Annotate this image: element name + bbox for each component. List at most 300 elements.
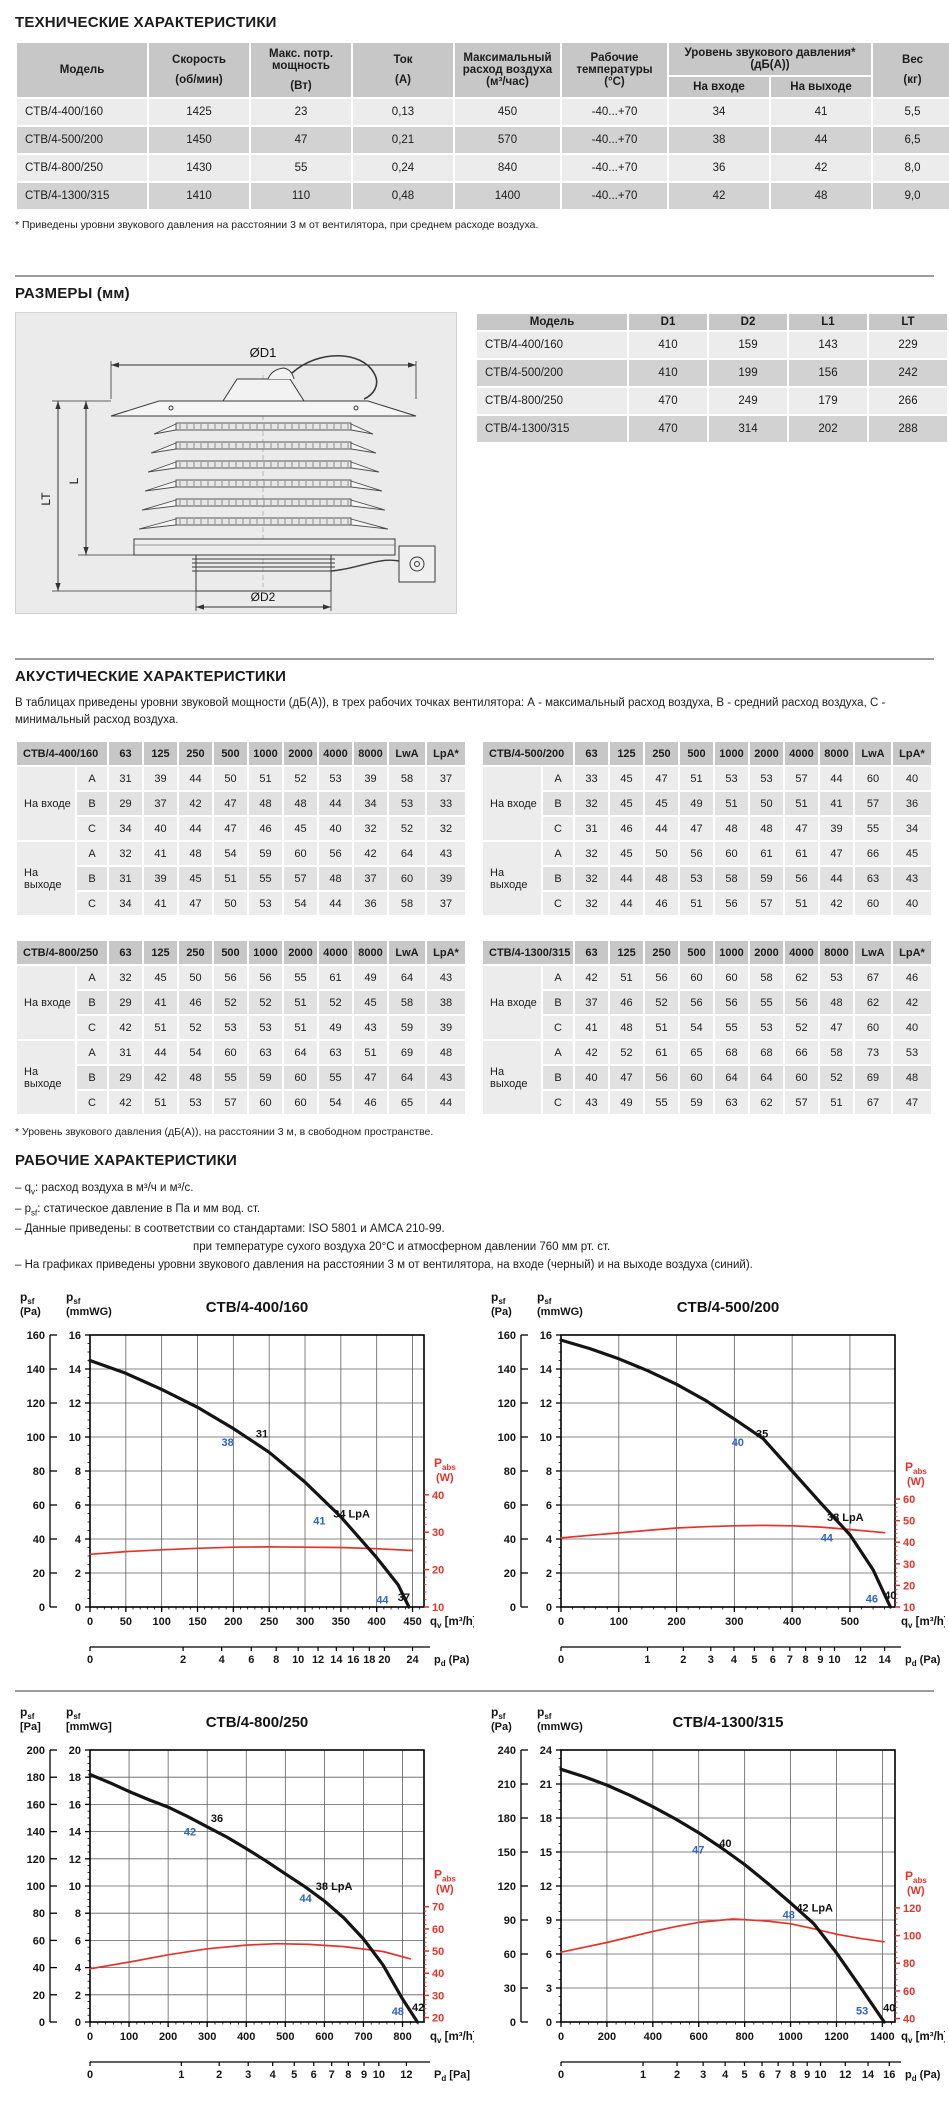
table-row — [17, 99, 949, 125]
table-cell: 288 — [869, 416, 947, 442]
table-cell: CTB/4-400/160 — [17, 99, 147, 125]
table-cell: 39 — [144, 867, 177, 890]
table-row — [477, 332, 947, 358]
table-cell: -40...+70 — [562, 99, 667, 125]
svg-text:20: 20 — [503, 1567, 516, 1580]
svg-text:12: 12 — [539, 1880, 552, 1893]
dim-label-d2: ØD2 — [250, 590, 276, 604]
svg-text:(mmWG): (mmWG) — [537, 1305, 583, 1318]
table-cell: 63 — [715, 1091, 748, 1114]
table-cell: 42 — [109, 1016, 142, 1039]
table-cell: 50 — [750, 792, 783, 815]
svg-text:4: 4 — [269, 2068, 276, 2081]
svg-text:60: 60 — [32, 1935, 45, 1948]
svg-text:24: 24 — [539, 1744, 552, 1757]
table-cell: 34 — [109, 817, 142, 840]
table-cell: 40 — [893, 892, 931, 915]
svg-text:200: 200 — [667, 1615, 686, 1628]
table-cell: 32 — [575, 892, 608, 915]
table-cell: 47 — [645, 767, 678, 790]
col-header: 250 — [179, 742, 212, 765]
svg-text:9: 9 — [545, 1914, 552, 1927]
svg-text:800: 800 — [393, 2030, 412, 2043]
svg-text:6: 6 — [545, 1499, 552, 1512]
svg-text:240: 240 — [497, 1744, 516, 1757]
performance-chart-CTB/4-400/160 — [4, 1285, 474, 1686]
table-cell: 60 — [214, 1041, 247, 1064]
table-row — [483, 892, 931, 915]
point-label: A — [77, 767, 107, 790]
table-cell: 52 — [249, 991, 282, 1014]
svg-text:20: 20 — [32, 1989, 45, 2002]
table-cell: 44 — [820, 767, 853, 790]
point-label: B — [77, 792, 107, 815]
table-cell: 60 — [249, 1091, 282, 1114]
table-cell: 66 — [855, 842, 891, 865]
table-cell: 36 — [669, 155, 769, 181]
table-cell: 45 — [179, 867, 212, 890]
table-cell: 41 — [144, 991, 177, 1014]
table-cell: 52 — [319, 991, 352, 1014]
acoustic-table — [481, 740, 933, 917]
col-header: 2000 — [284, 941, 317, 964]
svg-text:140: 140 — [497, 1363, 516, 1376]
table-cell: 42 — [820, 892, 853, 915]
table-row — [17, 941, 465, 964]
table-cell: 47 — [785, 817, 818, 840]
col-header: 8000 — [820, 941, 853, 964]
table-cell: 60 — [785, 1066, 818, 1089]
table-cell: 56 — [319, 842, 352, 865]
table-cell: 52 — [284, 767, 317, 790]
svg-text:14: 14 — [878, 1653, 891, 1666]
svg-text:0: 0 — [38, 1601, 45, 1614]
table-cell: -40...+70 — [562, 127, 667, 153]
table-cell: 64 — [389, 842, 425, 865]
table-cell: 48 — [427, 1041, 465, 1064]
table-cell: 54 — [179, 1041, 212, 1064]
svg-text:(mmWG): (mmWG) — [66, 1305, 112, 1318]
svg-text:200: 200 — [597, 2030, 617, 2043]
svg-text:3: 3 — [707, 1653, 714, 1666]
svg-text:38 LpA: 38 LpA — [826, 1511, 864, 1524]
table-cell: 57 — [785, 767, 818, 790]
table-cell: 60 — [284, 842, 317, 865]
svg-text:150: 150 — [497, 1846, 516, 1859]
svg-text:8: 8 — [345, 2068, 352, 2081]
col-header-model: Модель — [17, 43, 147, 97]
table-cell: 47 — [179, 892, 212, 915]
table-cell: 45 — [645, 792, 678, 815]
section-title-acoustic: АКУСТИЧЕСКИЕ ХАРАКТЕРИСТИКИ — [15, 668, 287, 685]
table-cell: 67 — [855, 1091, 891, 1114]
table-cell: CTB/4-500/200 — [17, 127, 147, 153]
svg-text:psf: $p_{sf}$ — [537, 1704, 552, 1721]
table-row — [17, 991, 465, 1014]
svg-text:3: 3 — [245, 2068, 252, 2081]
row-group-label: На выходе — [483, 842, 541, 915]
performance-chart-CTB/4-500/200 — [475, 1285, 945, 1686]
table-cell: 53 — [820, 966, 853, 989]
table-cell: 55 — [645, 1091, 678, 1114]
table-cell: 43 — [427, 966, 465, 989]
table-cell: 8,0 — [873, 155, 949, 181]
table-cell: 69 — [855, 1066, 891, 1089]
table-cell: 51 — [284, 991, 317, 1014]
svg-text:80: 80 — [32, 1465, 45, 1478]
table-cell: 0,48 — [353, 183, 453, 209]
svg-text:140: 140 — [26, 1363, 45, 1376]
svg-text:50: 50 — [119, 1615, 132, 1628]
svg-text:8: 8 — [273, 1653, 280, 1666]
table-cell: 42 — [109, 1091, 142, 1114]
table-cell: 47 — [251, 127, 351, 153]
table-cell: 44 — [771, 127, 871, 153]
svg-text:100: 100 — [497, 1431, 516, 1444]
table-cell: 50 — [179, 966, 212, 989]
table-cell: 55 — [855, 817, 891, 840]
table-cell: 53 — [750, 767, 783, 790]
table-row — [483, 792, 931, 815]
svg-text:12: 12 — [68, 1397, 81, 1410]
col-header: Модель — [477, 314, 627, 330]
row-group-label: На выходе — [17, 1041, 75, 1114]
table-cell: 57 — [750, 892, 783, 915]
table-cell: 68 — [750, 1041, 783, 1064]
col-header: 1000 — [715, 742, 748, 765]
table-cell: 37 — [575, 991, 608, 1014]
table-cell: 51 — [214, 867, 247, 890]
svg-text:37: 37 — [397, 1591, 411, 1604]
svg-text:1400: 1400 — [870, 2030, 895, 2043]
svg-text:10: 10 — [539, 1431, 552, 1444]
table-row — [17, 1091, 465, 1114]
svg-text:4: 4 — [545, 1533, 552, 1546]
svg-text:CTB/4-500/200: CTB/4-500/200 — [676, 1298, 780, 1316]
table-cell: 249 — [709, 388, 787, 414]
svg-text:12: 12 — [68, 1853, 81, 1866]
row-group-label: На выходе — [17, 842, 75, 915]
table-cell: 59 — [389, 1016, 425, 1039]
svg-text:0: 0 — [557, 2068, 565, 2081]
table-cell: 470 — [629, 416, 707, 442]
col-header: 250 — [645, 941, 678, 964]
chart-svg — [4, 1285, 474, 1681]
svg-text:24: 24 — [406, 1653, 419, 1666]
svg-text:160: 160 — [26, 1329, 45, 1342]
table-row — [17, 842, 465, 865]
table-cell: 40 — [893, 767, 931, 790]
svg-text:140: 140 — [26, 1826, 45, 1839]
table-cell: 56 — [249, 966, 282, 989]
table-cell: 42 — [179, 792, 212, 815]
table-row — [17, 1041, 465, 1064]
svg-text:36: 36 — [210, 1812, 224, 1825]
table-cell: 266 — [869, 388, 947, 414]
table-cell: 53 — [893, 1041, 931, 1064]
svg-text:7: 7 — [328, 2068, 335, 2081]
table-cell: 55 — [715, 1016, 748, 1039]
table-cell: 43 — [354, 1016, 387, 1039]
svg-text:[mmWG]: [mmWG] — [66, 1720, 112, 1733]
table-cell: 57 — [855, 792, 891, 815]
table-cell: 60 — [389, 867, 425, 890]
charts-row-bottom — [4, 1700, 945, 2101]
table-cell: 57 — [284, 867, 317, 890]
svg-text:200: 200 — [26, 1744, 45, 1757]
table-cell: 51 — [249, 767, 282, 790]
table-cell: 36 — [893, 792, 931, 815]
table-cell: 48 — [820, 991, 853, 1014]
table-cell: 49 — [354, 966, 387, 989]
table-cell: 44 — [645, 817, 678, 840]
table-row — [483, 991, 931, 1014]
svg-text:2: 2 — [180, 1653, 187, 1666]
table-cell: 47 — [680, 817, 713, 840]
svg-text:120: 120 — [26, 1853, 45, 1866]
col-header: 4000 — [785, 742, 818, 765]
table-cell: CTB/4-800/250 — [477, 388, 627, 414]
table-cell: 43 — [427, 1066, 465, 1089]
table-cell: 45 — [144, 966, 177, 989]
table-cell: 48 — [610, 1016, 643, 1039]
svg-text:18: 18 — [68, 1772, 81, 1785]
table-cell: 69 — [389, 1041, 425, 1064]
dims-table-body — [477, 332, 947, 442]
table-cell: 33 — [575, 767, 608, 790]
svg-text:100: 100 — [609, 1615, 628, 1628]
svg-text:60: 60 — [432, 1923, 445, 1936]
point-label: C — [77, 1016, 107, 1039]
svg-text:8: 8 — [790, 2068, 797, 2081]
point-label: C — [543, 892, 573, 915]
svg-text:(W): (W) — [907, 1884, 925, 1897]
svg-text:400: 400 — [782, 1615, 802, 1628]
table-row — [17, 867, 465, 890]
svg-text:700: 700 — [354, 2030, 373, 2043]
table-cell: 56 — [715, 991, 748, 1014]
table-cell: 47 — [214, 792, 247, 815]
svg-text:0: 0 — [86, 1615, 94, 1628]
svg-text:7: 7 — [775, 2068, 782, 2081]
col-header: 63 — [575, 941, 608, 964]
svg-text:8: 8 — [74, 1908, 81, 1921]
svg-text:500: 500 — [276, 2030, 295, 2043]
point-label: A — [77, 1041, 107, 1064]
table-cell: 43 — [893, 867, 931, 890]
table-row — [17, 817, 465, 840]
svg-text:450: 450 — [403, 1615, 422, 1628]
dimensions-table — [475, 312, 949, 444]
col-header-noise-outlet: На выходе — [771, 77, 871, 97]
col-header-speed: Скорость (об/мин) — [149, 43, 249, 97]
svg-text:210: 210 — [497, 1778, 516, 1791]
table-cell: 41 — [575, 1016, 608, 1039]
tech-footnote: * Приведены уровни звукового давления на расстоянии 3 м от вентилятора, при среднем расходе воздуха. — [15, 219, 539, 231]
point-label: A — [77, 842, 107, 865]
table-cell: 29 — [109, 991, 142, 1014]
table-row — [483, 767, 931, 790]
svg-text:1: 1 — [178, 2068, 185, 2081]
table-cell: 34 — [893, 817, 931, 840]
svg-text:16: 16 — [347, 1653, 360, 1666]
table-cell: 59 — [249, 1066, 282, 1089]
row-group-label: На выходе — [483, 1041, 541, 1114]
svg-text:60: 60 — [503, 1948, 516, 1961]
table-cell: 202 — [789, 416, 867, 442]
svg-text:6: 6 — [248, 1653, 255, 1666]
table-cell: 37 — [427, 767, 465, 790]
table-cell: 46 — [893, 966, 931, 989]
col-header: 4000 — [319, 742, 352, 765]
table-cell: 51 — [785, 892, 818, 915]
svg-text:44: 44 — [820, 1532, 833, 1545]
table-row — [17, 155, 949, 181]
table-cell: 44 — [179, 767, 212, 790]
svg-text:0: 0 — [509, 2016, 516, 2029]
performance-chart-CTB/4-1300/315 — [475, 1700, 945, 2101]
table-cell: 51 — [284, 1016, 317, 1039]
table-cell: 1410 — [149, 183, 249, 209]
col-header: D1 — [629, 314, 707, 330]
table-cell: 47 — [893, 1091, 931, 1114]
table-cell: 64 — [715, 1066, 748, 1089]
table-cell: 450 — [455, 99, 560, 125]
svg-text:1: 1 — [644, 1653, 651, 1666]
table-cell: CTB/4-500/200 — [477, 360, 627, 386]
svg-text:Pd [Pa]: $P_d$ [Pa] — [434, 2068, 471, 2083]
table-cell: 159 — [709, 332, 787, 358]
table-cell: 50 — [214, 767, 247, 790]
svg-text:qv [m³/h]: $q_v$ [m³/h] — [901, 1615, 945, 1630]
svg-text:90: 90 — [503, 1914, 516, 1927]
table-cell: 143 — [789, 332, 867, 358]
svg-text:21: 21 — [539, 1778, 552, 1791]
col-header: 2000 — [750, 941, 783, 964]
svg-text:(W): (W) — [907, 1475, 925, 1488]
table-cell: 38 — [669, 127, 769, 153]
operating-notes — [15, 1179, 934, 1275]
section-acoustic — [0, 668, 949, 1138]
col-header: LpA* — [427, 941, 465, 964]
table-cell: 34 — [109, 892, 142, 915]
svg-text:40: 40 — [884, 1589, 897, 1602]
col-header: 500 — [214, 742, 247, 765]
table-cell: 31 — [109, 1041, 142, 1064]
svg-text:50: 50 — [903, 1515, 916, 1528]
table-cell: 53 — [389, 792, 425, 815]
svg-text:10: 10 — [372, 2068, 385, 2081]
table-row — [483, 941, 931, 964]
table-cell: 34 — [669, 99, 769, 125]
charts-row-top — [4, 1285, 945, 1686]
point-label: B — [77, 867, 107, 890]
svg-text:2: 2 — [216, 2068, 223, 2081]
table-cell: 41 — [144, 842, 177, 865]
svg-text:800: 800 — [735, 2030, 754, 2043]
table-cell: 64 — [389, 1066, 425, 1089]
svg-text:20: 20 — [68, 1744, 81, 1757]
tech-table-head — [17, 43, 949, 97]
col-header-noise-group: Уровень звукового давления* (дБ(А)) — [669, 43, 871, 75]
table-cell: 570 — [455, 127, 560, 153]
table-cell: 44 — [319, 892, 352, 915]
table-cell: 59 — [750, 867, 783, 890]
point-label: A — [543, 767, 573, 790]
table-cell: 31 — [575, 817, 608, 840]
svg-text:60: 60 — [903, 1493, 916, 1506]
svg-text:3: 3 — [545, 1982, 552, 1995]
col-header: 1000 — [715, 941, 748, 964]
point-label: A — [543, 1041, 573, 1064]
svg-text:10: 10 — [68, 1431, 81, 1444]
point-label: B — [543, 867, 573, 890]
acoustic-tables-grid — [15, 740, 934, 1116]
svg-text:20: 20 — [903, 1580, 916, 1593]
svg-text:60: 60 — [32, 1499, 45, 1512]
svg-text:0: 0 — [86, 2068, 94, 2081]
col-header: 4000 — [319, 941, 352, 964]
svg-text:300: 300 — [725, 1615, 744, 1628]
svg-text:14: 14 — [68, 1363, 81, 1376]
col-header: LwA — [389, 742, 425, 765]
svg-text:10: 10 — [814, 2068, 827, 2081]
note-line: – Данные приведены: в соответствии со стандартами: ISO 5801 и AMCA 210-99. — [15, 1222, 445, 1235]
svg-text:4: 4 — [730, 1653, 738, 1666]
table-row — [17, 742, 465, 765]
svg-text:42: 42 — [183, 1826, 197, 1839]
svg-text:psf: $p_{sf}$ — [491, 1704, 506, 1721]
acoustic-model-header: CTB/4-1300/315 — [483, 941, 573, 964]
svg-text:180: 180 — [26, 1772, 45, 1785]
table-cell: 44 — [144, 1041, 177, 1064]
table-cell: 37 — [427, 892, 465, 915]
table-cell: 58 — [820, 1041, 853, 1064]
section-divider — [15, 658, 934, 660]
table-cell: 52 — [610, 1041, 643, 1064]
table-cell: 62 — [855, 991, 891, 1014]
svg-text:48: 48 — [391, 2005, 404, 2018]
section-technical — [0, 14, 949, 231]
table-cell: 52 — [389, 817, 425, 840]
table-cell: 45 — [610, 842, 643, 865]
table-cell: 56 — [785, 867, 818, 890]
table-cell: 42 — [669, 183, 769, 209]
svg-text:160: 160 — [26, 1799, 45, 1812]
table-cell: 44 — [610, 892, 643, 915]
table-cell: 52 — [214, 991, 247, 1014]
svg-text:16: 16 — [539, 1329, 552, 1342]
svg-text:14: 14 — [68, 1826, 81, 1839]
table-row — [483, 1066, 931, 1089]
table-cell: 32 — [354, 817, 387, 840]
table-cell: 54 — [284, 892, 317, 915]
svg-text:1000: 1000 — [778, 2030, 803, 2043]
table-cell: 57 — [785, 1091, 818, 1114]
svg-text:5: 5 — [751, 1653, 758, 1666]
svg-text:120: 120 — [903, 1902, 922, 1915]
svg-text:Pabs: $P_{abs}$ — [434, 1867, 456, 1884]
table-row — [483, 842, 931, 865]
table-cell: 44 — [179, 817, 212, 840]
section-title-dimensions: РАЗМЕРЫ (мм) — [15, 285, 130, 302]
table-cell: 48 — [249, 792, 282, 815]
svg-text:40: 40 — [883, 2002, 896, 2015]
table-cell: 42 — [893, 991, 931, 1014]
svg-text:60: 60 — [503, 1499, 516, 1512]
table-row — [483, 817, 931, 840]
table-cell: 242 — [869, 360, 947, 386]
